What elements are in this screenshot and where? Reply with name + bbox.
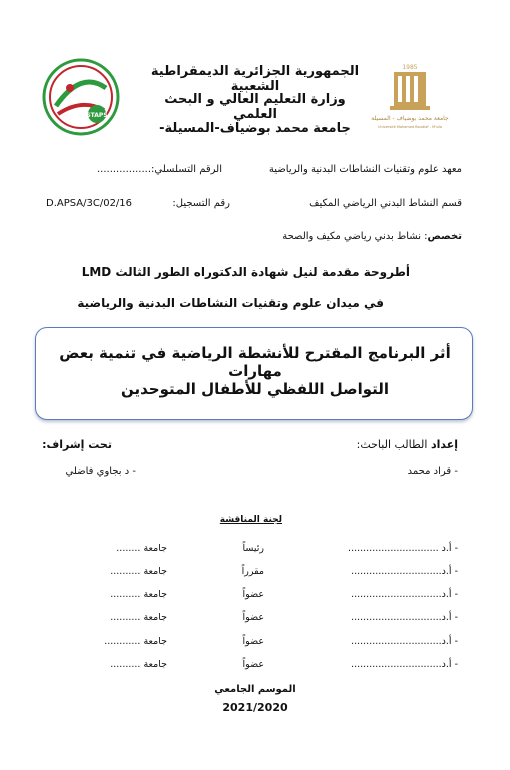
specialty-value: : نشاط بدني رياضي مكيف والصحة <box>282 231 428 242</box>
committee-member-university: جامعة .......... <box>110 589 167 600</box>
committee-member-role: عضواً <box>242 659 264 670</box>
committee-member-name: - أ.د.............................. <box>351 589 458 600</box>
staps-logo-text: STAPS <box>86 112 108 119</box>
committee-member-name: - أ.د.............................. <box>351 612 458 623</box>
prepared-label: إعداد <box>430 438 458 451</box>
logo-year: 1985 <box>402 64 418 71</box>
committee-member-university: جامعة .......... <box>110 566 167 577</box>
committee-member-university: جامعة ........ <box>116 543 167 554</box>
serial-number: الرقم التسلسلي:................. <box>96 164 222 175</box>
ministry-name: وزارة التعليم العالي و البحث العلمي <box>164 92 346 122</box>
season-label: الموسم الجامعي <box>214 684 296 695</box>
republic-name: الجمهورية الجزائرية الديمقراطية الشعبية <box>150 64 360 94</box>
committee-member-role: رئيساً <box>242 543 264 554</box>
committee-member-role: عضواً <box>242 636 264 647</box>
thesis-title-line1: أثر البرنامج المقترح للأنشطة الرياضية في تنمية بعض مهارات <box>59 344 451 380</box>
registration-label: رقم التسجيل: <box>172 198 230 209</box>
committee-member-university: جامعة ............ <box>104 636 167 647</box>
committee-title: لجنة المناقشة <box>219 515 282 525</box>
student-name: - قراد محمد <box>407 466 458 477</box>
thesis-title-box <box>35 327 473 420</box>
department-name: قسم النشاط البدني الرياضي المكيف <box>309 198 462 209</box>
registration-number: D.APSA/3C/02/16 <box>46 198 133 209</box>
specialty-label: تخصص <box>427 231 462 242</box>
season-year: 2021/2020 <box>222 701 288 714</box>
committee-member-university: جامعة .......... <box>110 612 167 623</box>
committee-member-name: - أ.د.............................. <box>351 636 458 647</box>
logo-caption-ar: جامعة محمد بوضياف - المسيلة <box>371 115 449 122</box>
thesis-title-line2: التواصل اللفظي للأطفال المتوحدين <box>120 380 390 398</box>
university-name: جامعة محمد بوضياف-المسيلة- <box>159 121 351 136</box>
committee-member-name: - أ.د .............................. <box>348 543 458 554</box>
supervisor-name: - د بجاوي فاضلي <box>65 466 136 477</box>
logo-caption-fr: Université Mohamed Boudiaf - M'sila <box>378 125 442 129</box>
committee-member-role: عضواً <box>242 612 264 623</box>
institute-name: معهد علوم وتقنيات النشاطات البدنية والرياضية <box>268 164 462 175</box>
thesis-field-line: في ميدان علوم وتقنيات النشاطات البدنية والرياضية <box>77 296 384 310</box>
thesis-degree-line: أطروحة مقدمة لنيل شهادة الدكتوراه الطور الثالث LMD <box>81 265 410 279</box>
specialty <box>282 231 462 242</box>
committee-member-role: مقرراً <box>241 566 264 577</box>
committee-member-university: جامعة .......... <box>110 659 167 670</box>
committee-member-role: عضواً <box>242 589 264 600</box>
staps-logo <box>42 58 120 136</box>
university-logo <box>371 62 449 132</box>
committee-member-name: - أ.د.............................. <box>351 659 458 670</box>
prepared-by <box>357 438 458 451</box>
prepared-suffix: الطالب الباحث: <box>356 438 431 451</box>
supervision-label: تحت إشراف: <box>42 438 112 451</box>
committee-member-name: - أ.د.............................. <box>351 566 458 577</box>
